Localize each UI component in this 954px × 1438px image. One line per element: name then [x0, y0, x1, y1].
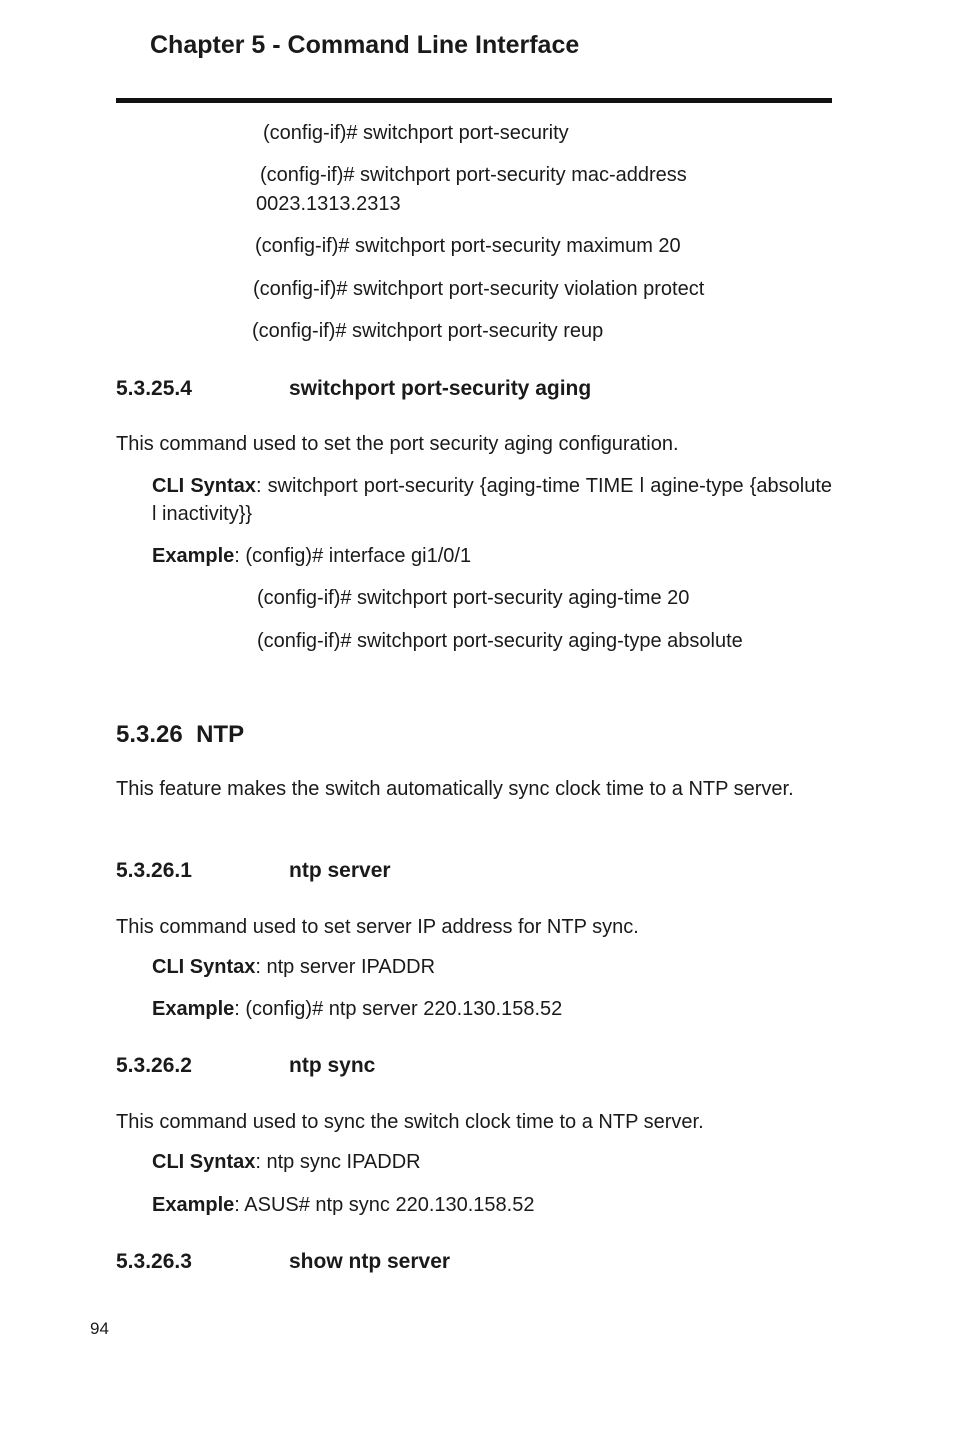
code-line: (config-if)# switchport port-security violation protect — [253, 278, 705, 300]
cli-syntax-line — [152, 1151, 421, 1174]
section-description: This command used to set server IP address for NTP sync. — [116, 916, 639, 938]
example-text: : (config)# interface gi1/0/1 — [234, 545, 472, 567]
section-number: 5.3.26.1 — [116, 859, 192, 882]
example-line — [152, 545, 471, 568]
example-label: Example — [152, 545, 235, 567]
example-label: Example — [152, 998, 235, 1020]
section-description: This feature makes the switch automatically sync clock time to a NTP server. — [116, 778, 794, 800]
example-label: Example — [152, 1194, 235, 1216]
section-title: switchport port-security aging — [289, 377, 592, 400]
code-line: 0023.1313.2313 — [256, 193, 401, 215]
section-description: This command used to set the port security aging configuration. — [116, 433, 679, 455]
cli-syntax-label: CLI Syntax — [152, 475, 256, 497]
cli-syntax-paragraph — [152, 472, 832, 528]
example-text: : ASUS# ntp sync 220.130.158.52 — [234, 1194, 535, 1216]
page-number: 94 — [90, 1319, 109, 1338]
cli-syntax-label: CLI Syntax — [152, 1151, 256, 1173]
section-description: This command used to sync the switch clock time to a NTP server. — [116, 1111, 704, 1133]
example-line — [152, 1194, 534, 1217]
section-number: 5.3.26 — [116, 721, 183, 748]
chapter-title: Chapter 5 - Command Line Interface — [150, 31, 580, 59]
example-line — [152, 998, 562, 1021]
section-title: NTP — [196, 721, 245, 748]
code-line: (config-if)# switchport port-security aging-time 20 — [257, 587, 690, 609]
section-title: show ntp server — [289, 1250, 451, 1273]
section-number: 5.3.25.4 — [116, 377, 192, 400]
section-title: ntp server — [289, 859, 391, 882]
code-line: (config-if)# switchport port-security maximum 20 — [255, 235, 681, 257]
section-number: 5.3.26.2 — [116, 1054, 192, 1077]
cli-syntax-text: : ntp server IPADDR — [255, 956, 436, 978]
cli-syntax-text: : switchport port-security {aging-time TIME l agine-type {absolute l inactivity}} — [152, 475, 833, 525]
example-text: : (config)# ntp server 220.130.158.52 — [234, 998, 563, 1020]
cli-syntax-text: : ntp sync IPADDR — [255, 1151, 421, 1173]
cli-syntax-line — [152, 956, 435, 979]
header-rule — [116, 98, 832, 103]
code-line: (config-if)# switchport port-security reup — [252, 320, 604, 342]
code-line: (config-if)# switchport port-security aging-type absolute — [257, 630, 743, 652]
code-line: (config-if)# switchport port-security mac-address — [260, 164, 687, 186]
code-line: (config-if)# switchport port-security — [263, 122, 569, 144]
section-title: ntp sync — [289, 1054, 376, 1077]
section-heading — [116, 721, 244, 749]
cli-syntax-label: CLI Syntax — [152, 956, 256, 978]
section-number: 5.3.26.3 — [116, 1250, 192, 1273]
